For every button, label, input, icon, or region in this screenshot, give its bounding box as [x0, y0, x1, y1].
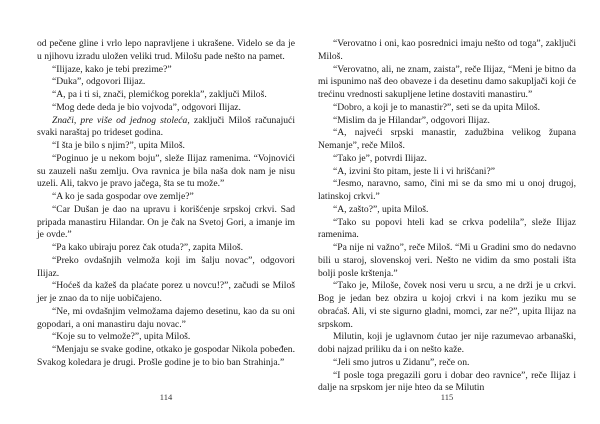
paragraph [318, 153, 576, 166]
paragraph-text: “Verovatno i oni, kao posrednici imaju nešto od toga”, zaključi Miloš. [318, 38, 576, 62]
paragraph [37, 102, 295, 115]
paragraph-text: “Ne, mi ovdašnjim velmožama dajemo desetinu, kao da su oni gopodari, a oni manastiru daju novac.” [37, 305, 295, 330]
paragraph [318, 357, 576, 370]
paragraph-text: “I posle toga pregazili goru i dobar deo ravnice”, reče Ilijaz i dalje na srpskom jer nije hteo da se Milutin [318, 369, 576, 394]
paragraph [318, 217, 576, 243]
paragraph [37, 280, 295, 306]
paragraph-text: “I šta je bilo s njim?”, upita Miloš. [52, 140, 185, 151]
paragraph-text: “A, izvini što pitam, jeste li i vi hrišćani?” [333, 165, 495, 177]
paragraph-text: “A, pa i ti si, znači, plemićkog porekla”, zaključi Miloš. [52, 89, 267, 100]
paragraph [37, 89, 295, 102]
paragraph-text: “Jesmo, naravno, samo, čini mi se da smo mi u onoj drugoj, latinskoj crkvi.” [318, 178, 576, 202]
paragraph-text: “Poginuo je u nekom boju”, sleže Ilijaz ramenima. “Vojnovići su zauzeli našu zemlju. Ova ravnica je bila naša dok nam je nisu uzeli. Ali, takvo je pravo jačega, šta se tu može.” [37, 152, 295, 190]
paragraph [37, 242, 295, 255]
paragraph [37, 306, 295, 332]
paragraph-text: “A, najveći srpski manastir, zadužbina velikog župana Nemanje”, reče Miloš. [318, 127, 576, 151]
left-page-text [37, 38, 295, 370]
left-page [37, 38, 295, 370]
paragraph-text: “Pa nije ni važno”, reče Miloš. “Mi u Gradini smo do nedavno bili u staroj, slovenskoj veri. Nešto ne vidim da smo postali išta bolji posle krštenja.” [318, 242, 576, 279]
paragraph-text: “Duka”, odgovori Ilijaz. [52, 76, 146, 88]
paragraph-text: “Verovatno, ali, ne znam, zaista”, reče Ilijaz, “Meni je bitno da mi ispunimo naš deo obaveze i da desetinu damo sakupljači koji će trećinu vrednosti sakupljene letine dostaviti manastiru.” [318, 63, 576, 100]
paragraph-text: “Preko ovdašnjih velmoža koji im šalju novac”, odgovori Ilijaz. [37, 254, 295, 279]
paragraph [37, 115, 295, 141]
paragraph-text: “Car Dušan je dao na upravu i korišćenje srpskoj crkvi. Sad pripada manastiru Hilandar. On je čak na Svetoj Gori, a imanje im je ovde.” [37, 203, 295, 241]
paragraph [318, 242, 576, 280]
paragraph-text: “Tako su popovi hteli kad se crkva podelila”, sleže Ilijaz ramenima. [318, 216, 576, 241]
paragraph [318, 280, 576, 331]
paragraph-text: “Pa kako ubiraju porez čak otuda?”, zapita Miloš. [52, 242, 244, 253]
paragraph-text: “Koje su to velmože?”, upita Miloš. [52, 331, 191, 343]
paragraph-text: “Jeli smo jutros u Zidanu”, reče on. [333, 356, 470, 368]
paragraph-text: “A, zašto?”, upita Miloš. [333, 203, 429, 215]
paragraph [37, 64, 295, 77]
paragraph [318, 115, 576, 128]
paragraph [37, 191, 295, 204]
paragraph [37, 344, 295, 370]
italic-text: Znači, pre više od jednog stoleća [52, 114, 188, 126]
paragraph-text: “Tako je”, potvrdi Ilijaz. [333, 152, 427, 164]
paragraph [37, 76, 295, 89]
paragraph-text: od pečene gline i vrlo lepo napravljene i ukrašene. Videlo se da je u njihovu izradu uložen veliki trud. Milošu pade nešto na pamet. [37, 38, 295, 62]
paragraph [318, 166, 576, 179]
left-page-number: 114 [159, 392, 173, 402]
paragraph [318, 331, 576, 357]
paragraph [37, 331, 295, 344]
paragraph-text: Milutin, koji je uglavnom ćutao jer nije razumevao arbanaški, dobi najzad priliku da i on nešto kaže. [318, 331, 576, 355]
paragraph [318, 38, 576, 64]
paragraph-text: “Mislim da je Hilandar”, odgovori Ilijaz. [333, 114, 490, 126]
paragraph [37, 140, 295, 153]
right-page [318, 38, 576, 395]
paragraph-text: “Ilijaze, kako je tebi prezime?” [52, 63, 172, 75]
paragraph-text: “A ko je sada gospodar ove zemlje?” [52, 191, 194, 202]
paragraph [318, 64, 576, 102]
paragraph [37, 255, 295, 281]
paragraph-text: “Dobro, a koji je to manastir?”, seti se da upita Miloš. [333, 101, 541, 113]
paragraph-text: “Tako je, Miloše, čovek nosi veru u srcu, a ne drži je u crkvi. Bog je jedan bez obzira u kojoj crkvi i na kom jeziku mu se obraćaš. Ali, vi ste sigurno gladni, momci, zar ne?”, upita Ilijaz na srpskom. [318, 280, 576, 330]
paragraph [318, 178, 576, 204]
paragraph [37, 204, 295, 242]
paragraph [37, 38, 295, 64]
paragraph [318, 127, 576, 153]
paragraph-text: “Mog dede deda je bio vojvoda”, odgovori Ilijaz. [52, 101, 241, 113]
paragraph-text: , zaključi Miloš računajući svaki naraštaj po trideset godina. [37, 114, 295, 139]
right-page-number: 115 [440, 392, 454, 402]
paragraph [318, 102, 576, 115]
paragraph [37, 153, 295, 191]
right-page-text [318, 38, 576, 395]
paragraph [318, 204, 576, 217]
paragraph-text: “Menjaju se svake godine, otkako je gospodar Nikola pobeđen. Svakog koledara je drugi. Prošle godine je to bio ban Strahinja.” [37, 344, 295, 368]
paragraph-text: “Hoćeš da kažeš da plaćate porez u novcu!?”, začudi se Miloš jer je znao da to nije uobičajeno. [37, 280, 295, 304]
